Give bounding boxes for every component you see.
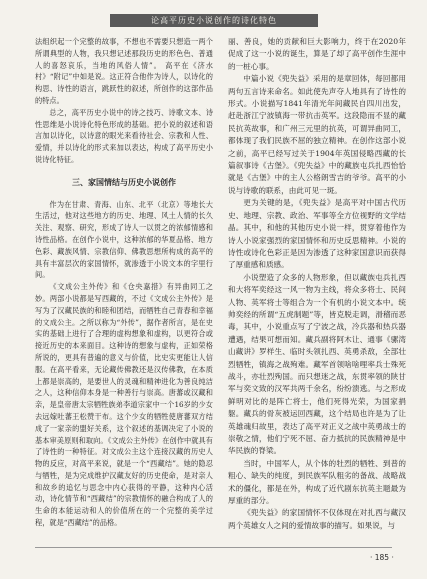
right-column [228,36,406,532]
paragraph: 小说塑造了众多的人物形象，但以藏族屯兵扎西和大将军奕经这一风一物为主线，将众多将士、民间人物、英军将士等组合为一个有机的小说文本中。统帅奕经的所谓“五虎制题”等，皆克脱走调，滑稽而恶毒，其中，小说重点写了宁波之战，冷兵器和热兵器遭遇，结果可想而知。藏兵副将阿木让、通事《骡湾山藏讲》罗样生、临时头领扎西、英勇杀敌，全部壮烈牺牲，镇海之战殉难。藏军首领啥啥哩率兵士殊死战斗，亦壮烈殉国。而只想迷之战，东贯率领的陕甘军与奕文致的汉军共两千余名，纷纷溃逃。与之形成鲜明对比的是阵亡将士，他们死得光荣，为国家捐躯。藏兵的骨灰被运回西藏，这个结局也许是为了让英雄魂归故里，表达了高平对正义之战中英勇战士的崇敬之情，他们宁死不屈、奋力抵抗的民族精神是中华民族的脊梁。 [228,272,406,456]
section-title: 三、家国情结与历史小说创作 [72,177,176,187]
left-column [35,36,213,529]
paragraph: 丽、善良，她的贡献和巨大影响力，终于在2020年促成了这一小说的诞生，算是了却了高平创作生涯中的一桩心事。 [228,37,406,71]
paragraph: 法组织起一个完整的故事，不想也不需要只想造一两个所谓典型的人物，我只想记述那段历史的形色色、普通人的喜怒哀乐，当地的风俗人情”。 高平在《济水村》“附记”中如是说。这正符合他作为诗人，以诗化的构思、诗性的语言，跳跃性的叙述，所创作的这部作品的特点。 [35,37,213,105]
running-header: 论高平历史小说创作的诗化特色 [110,14,318,27]
paragraph: 作为在甘肃、青海、山东、北平（北京）等地长大生活过，他对这些地方的历史、地理、风土人情的长久关注、观察、研究，形成了诗人一以贯之的浓郁情感和诗性品格。在创作小说中，这种浓郁的华夏品格、地方色彩、藏族风情、宗教信仰、佛教思想所构成的高平的具有丰富层次的家国情怀，就渗透于小说文本的字里行间。 [35,199,213,280]
paragraph: 中篇小说《兜失益》采用的是章回体，每回都用两句五言诗来命名。如此使先声夺人地具有了诗性的形式。小说描写1841年清光年间藏民自四川出发，赶赴浙江宁波镇海一带抗击英军。这段隐而不显的藏民抗英故事，和广州三元里的抗英，可谓异曲同工，都体现了我们民族不屈的独立精神。在创作这部小说之前，高平已经写过关于1904年英国侵略西藏的长篇叙事诗《古堡》。《兜失益》中的藏族屯兵扎西怡恰就是《古堡》中的主人公格朗雪吉的爷爷。高平的小说与诗歌的联系，由此可见一斑。 [228,74,406,195]
paragraph: 《文成公主外传》和《仓央嘉措》有异曲同工之妙。两部小说都是写西藏的，不过《文成公主外传》是写为了汉藏民族的和睦和团结，而牺牲自己青春和幸福的文成公主。之所以称为“外传”，据作者所言，是在史实的基础上进行了合理的虚构想象和虚构，以更符合或接近历史的本来面目。这种诗的想象与虚构，正如荣格所说的，更具有普遍的意义与价值，比史实更能让人信服。在高平看来，无论藏传佛教还是汉传佛教，在本质上都是崇高的，是要世人的灵魂和精神进化为善良纯洁之人，这种信仰本身是一种善行与崇高。唐蕃或汉藏和亲，是皇帝唐太宗牺牲族弟李道宗家中一个16岁的少女去远嫁吐蕃王松赞干布。这个少女的牺牲使唐蕃双方结成了一家亲的盟好关系，这个叙述的基调决定了小说的基本审美原则和取向。《文成公主外传》在创作中就具有了诗性的一种特征。对文成公主这个连接汉藏的历史人物的反应，对高平来说，就是一个“西藏结”。她的隐忍与牺牲，是为完成维护汉藏友好的历史使命，是对亲人和故乡的追忆与思念中内心获得的平静，这种内心活动，诗化情节和“西藏结”的宗教情怀的融合构成了人的生命的本能运动和人的价值所在的一个完整的美学过程，就是“西藏结”的品格。 [35,282,213,528]
paragraph: 更为关键的是，《兜失益》是高平对中国古代历史、地理、宗教、政治、军事等全方位视野的文学结晶。其中，和他的其他历史小说一样，贯穿着他作为诗人小说家强烈的家国情怀和历史反思精神。小说的诗性或诗化色彩正是因为渗透了这种家国意识而获得了厚重感和质感。 [228,198,406,270]
paragraph: 当时，中国军人，从个体的牡烈的牺牲、到普的粗心、缺失的纯度，到民族军队粗劣的备战、战略战术的僵化，都是在外，构成了近代剧东抗英主题最为厚重的部分。 [228,458,406,506]
paragraph: 总之，高平历史小说中的诗之技巧、诗歌文本、诗性思维是小说诗化特色形成的基础。把小说的叙述和语言加以诗化，以诗意的眼光来看待社会、宗教和人性、爱情，并以诗化的形式来加以表达，构成了高平历史小说诗化特征。 [35,107,213,164]
footer-rule [35,547,392,548]
page-number: · 185 · [370,553,394,562]
paragraph: 《兜失益》的家国情怀不仅体现在对扎西与藏汉两个英雄女人之间的爱情故事的描写。如果说，与 [228,508,406,530]
